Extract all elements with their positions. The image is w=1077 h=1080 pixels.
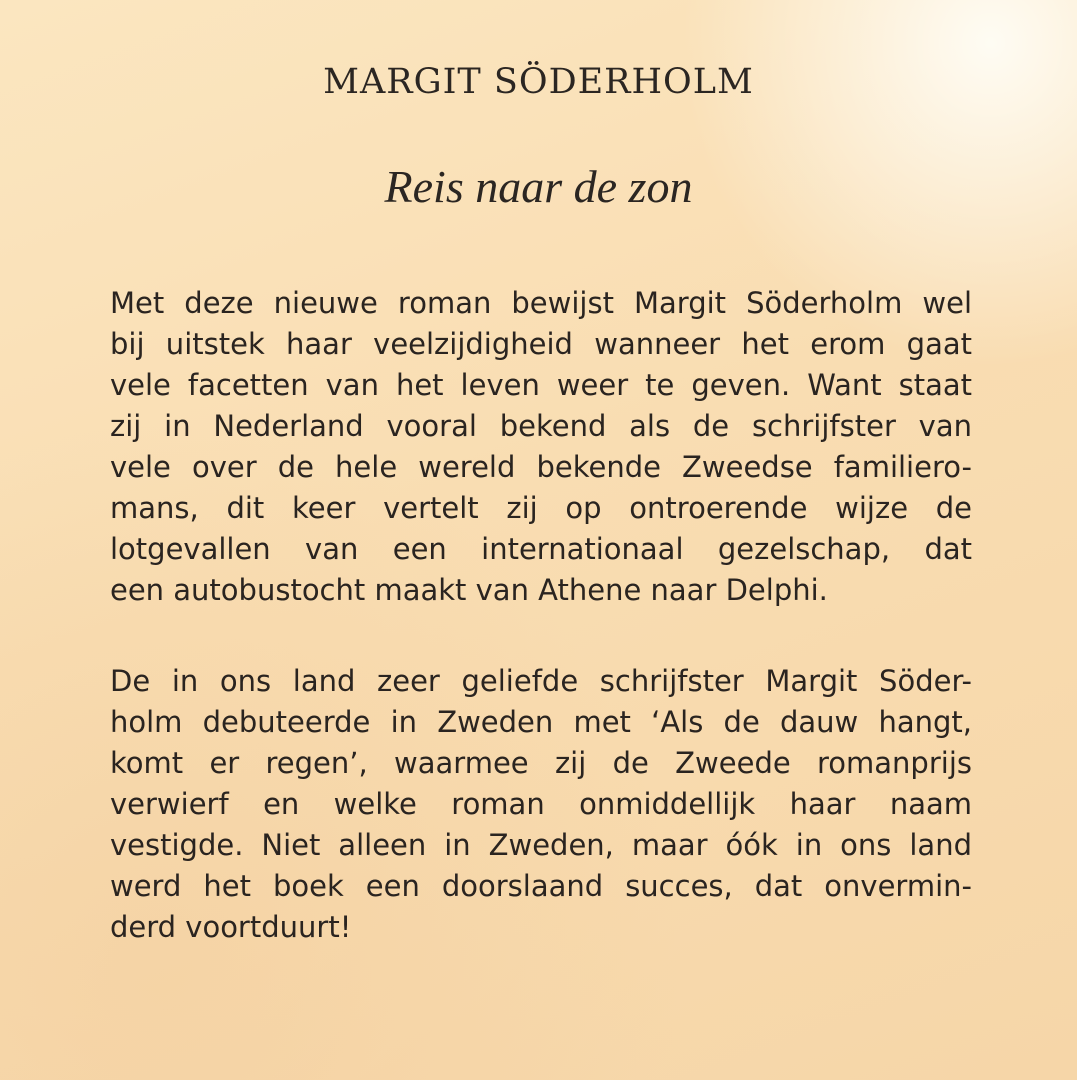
text-line: vele facetten van het leven weer te geven. Want staat (110, 368, 972, 402)
text-line: zij in Nederland vooral bekend als de schrijfster van (110, 409, 972, 443)
text-line: vele over de hele wereld bekende Zweedse familiero- (110, 450, 972, 484)
blurb-paragraph-2 (110, 661, 972, 948)
text-line: werd het boek een doorslaand succes, dat onvermin- (110, 869, 972, 903)
text-line: derd voortduurt! (110, 910, 352, 944)
text-line: komt er regen’, waarmee zij de Zweede romanprijs (110, 746, 972, 780)
text-line: holm debuteerde in Zweden met ‘Als de dauw hangt, (110, 705, 972, 739)
text-line: bij uitstek haar veelzijdigheid wanneer het erom gaat (110, 327, 972, 361)
text-line: vestigde. Niet alleen in Zweden, maar óók in ons land (110, 828, 972, 862)
text-line: De in ons land zeer geliefde schrijfster Margit Söder- (110, 664, 972, 698)
book-title: Reis naar de zon (384, 161, 693, 212)
author-name: MARGIT SÖDERHOLM (323, 62, 754, 102)
text-line: een autobustocht maakt van Athene naar Delphi. (110, 573, 828, 607)
text-line: Met deze nieuwe roman bewijst Margit Söderholm wel (110, 286, 972, 320)
text-line: mans, dit keer vertelt zij op ontroerende wijze de (110, 491, 972, 525)
blurb-paragraph-1 (110, 283, 972, 611)
text-line: verwierf en welke roman onmiddellijk haar naam (110, 787, 972, 821)
text-line: lotgevallen van een internationaal gezelschap, dat (110, 532, 972, 566)
